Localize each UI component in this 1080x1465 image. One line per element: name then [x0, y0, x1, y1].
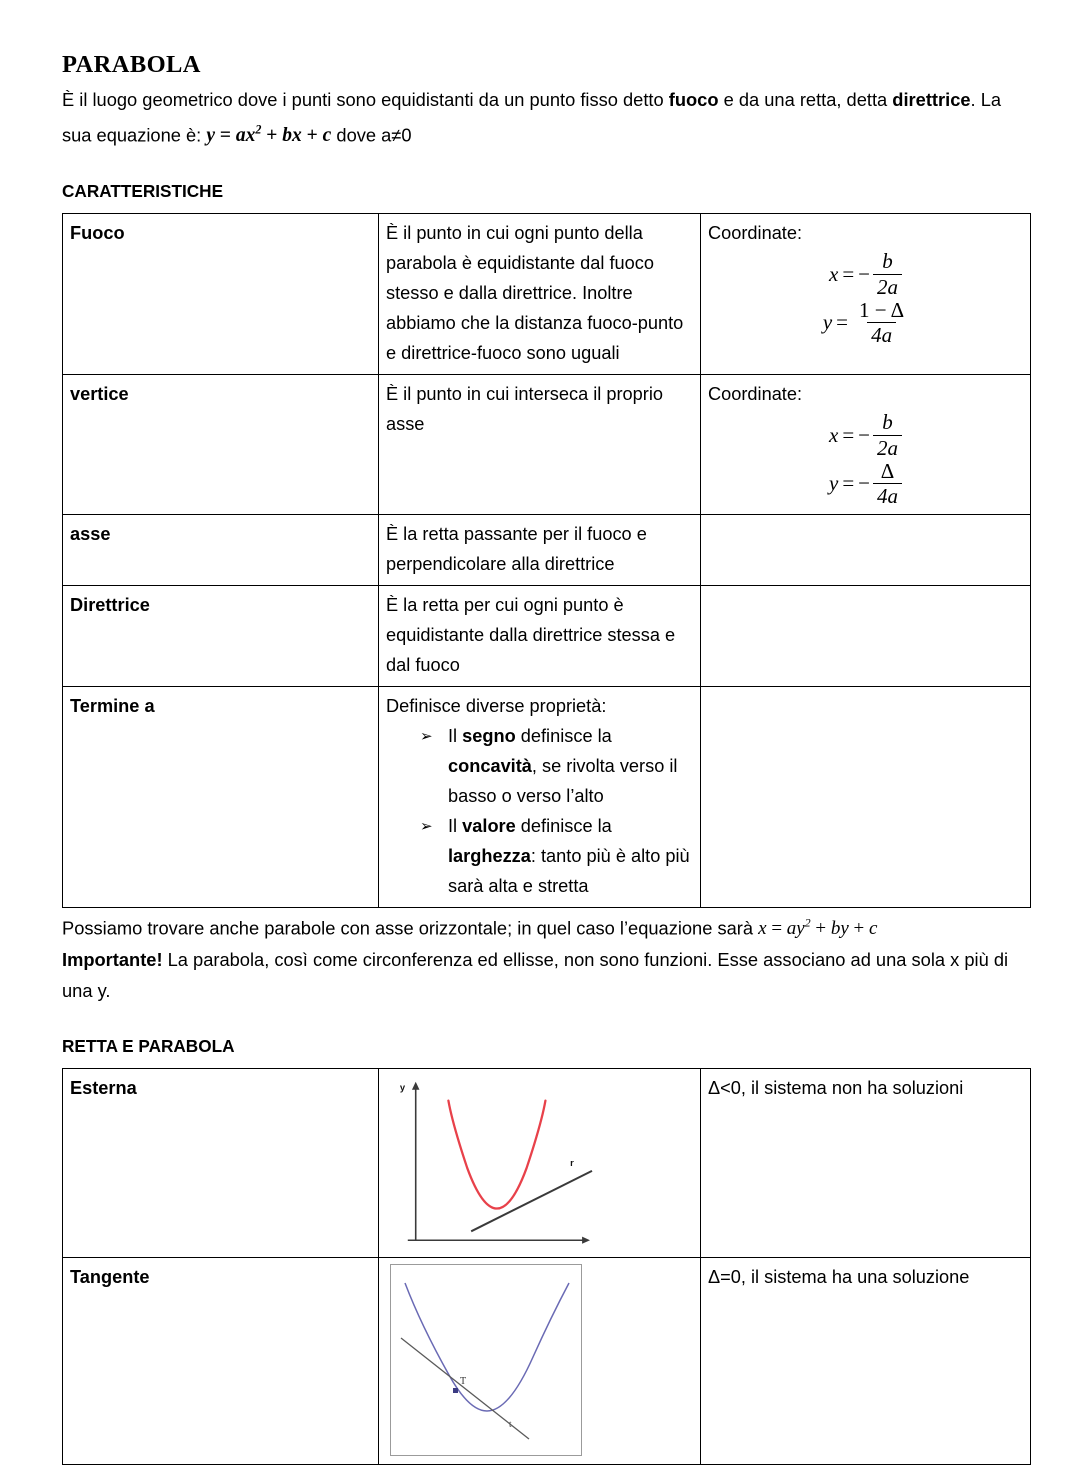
fuoco-formulas: [708, 250, 1023, 347]
list-item: [420, 811, 693, 901]
line-label-t: t: [509, 1419, 512, 1430]
parabola-tangent-line-graph: [391, 1265, 581, 1455]
fraction: [873, 460, 902, 508]
formula-sign: −: [858, 422, 870, 447]
fraction-numerator: Δ: [880, 458, 895, 483]
bullet-bold-segno: segno: [462, 725, 516, 746]
intro-bold-direttrice: direttrice: [892, 88, 971, 110]
bullet-bold-larghezza: larghezza: [448, 845, 531, 866]
bullet-bold-concavita: concavità: [448, 755, 532, 776]
tangente-figure-frame: [390, 1264, 582, 1456]
equals-sign: =: [842, 422, 855, 447]
row-coordinates-direttrice: [701, 585, 1031, 686]
document-page: [62, 0, 1030, 1465]
bullet-pre: Il: [448, 815, 463, 836]
formula-y-fuoco: [823, 299, 908, 347]
fraction: [873, 411, 902, 459]
row-description-termine-a: [379, 686, 701, 907]
row-label-termine-a: Termine a: [63, 686, 379, 907]
formula-lhs: x: [828, 261, 839, 286]
row-label-esterna: Esterna: [63, 1069, 379, 1258]
y-axis-label: y: [399, 1081, 406, 1093]
bullet-bold-valore: valore: [462, 815, 516, 836]
row-coordinates-fuoco: [701, 214, 1031, 375]
table-row: [63, 686, 1031, 907]
row-label-asse: asse: [63, 514, 379, 585]
section-heading-caratteristiche: CARATTERISTICHE: [62, 181, 224, 202]
row-label-fuoco: Fuoco: [63, 214, 379, 375]
note-bold-importante: Importante!: [62, 949, 163, 971]
bullet-mid: definisce la: [515, 815, 612, 836]
arrow-bullet-icon: ➢: [420, 816, 433, 835]
row-label-vertice: vertice: [63, 375, 379, 515]
bullet-pre: Il: [448, 725, 463, 746]
intro-bold-fuoco: fuoco: [668, 88, 719, 110]
table-row: [63, 375, 1031, 515]
table-row: [63, 1258, 1031, 1465]
fraction: [855, 299, 908, 347]
formula-lhs: x: [828, 422, 839, 447]
formula-x-vertice: [829, 411, 902, 459]
fraction-denominator: 4a: [867, 322, 896, 347]
bullet-post: : tanto più è alto più sarà alta e stretta: [448, 845, 690, 896]
equals-sign: =: [842, 471, 855, 496]
table-row: [63, 214, 1031, 375]
bullet-mid: definisce la: [515, 725, 612, 746]
parabola-equation: $y = ax^2$ + bx + c: [206, 122, 332, 147]
formula-sign: −: [858, 471, 870, 496]
formula-lhs: y: [822, 310, 833, 335]
intro-text-1: È il luogo geometrico dove i punti sono equidistanti da un punto fisso detto: [62, 88, 669, 110]
coordinate-label: Coordinate:: [708, 223, 803, 244]
note-text: Possiamo trovare anche parabole con asse orizzontale; in quel caso l’equazione sarà: [62, 917, 759, 939]
fraction-denominator: 2a: [873, 274, 902, 299]
figure-cell-tangente: [379, 1258, 701, 1465]
point-label-T: T: [460, 1376, 467, 1388]
retta-e-parabola-table: [62, 1068, 1031, 1465]
section-heading-retta-e-parabola: RETTA E PARABOLA: [62, 1036, 235, 1057]
figure-cell-esterna: [379, 1069, 701, 1258]
arrow-bullet-icon: ➢: [420, 726, 433, 745]
fraction-denominator: 4a: [873, 483, 902, 508]
row-coordinates-termine-a: [701, 686, 1031, 907]
parabola-line-external-graph: [386, 1073, 693, 1251]
caratteristiche-table: [62, 213, 1031, 908]
formula-y-vertice: [829, 460, 902, 508]
row-description-direttrice: È la retta per cui ogni punto è equidistante dalla direttrice stessa e dal fuoco: [379, 585, 701, 686]
formula-x-fuoco: [829, 250, 902, 298]
termine-a-bullet-list: [386, 721, 693, 901]
row-condition-esterna: Δ<0, il sistema non ha soluzioni: [701, 1069, 1031, 1258]
fraction-numerator: 1 − Δ: [858, 297, 905, 322]
table-row: [63, 585, 1031, 686]
note-importante: [62, 944, 1030, 1006]
equals-sign: =: [836, 310, 848, 335]
table-row: [63, 514, 1031, 585]
coordinate-label: Coordinate:: [708, 384, 803, 405]
formula-lhs: y: [828, 471, 839, 496]
line-label-r: r: [570, 1157, 574, 1169]
fraction-numerator: b: [882, 410, 893, 435]
horizontal-parabola-equation: $x = ay^2$ + by + c: [758, 916, 878, 940]
bullet-post: , se rivolta verso il basso o verso l’alto: [448, 755, 678, 806]
intro-text-2: e da una retta, detta: [718, 88, 893, 110]
row-coordinates-asse: [701, 514, 1031, 585]
formula-sign: −: [858, 261, 870, 286]
note-horizontal-axis: [62, 908, 1030, 944]
row-description-asse: È la retta passante per il fuoco e perpendicolare alla direttrice: [379, 514, 701, 585]
row-coordinates-vertice: [701, 375, 1031, 515]
table-row: [63, 1069, 1031, 1258]
intro-text-4: dove a≠0: [331, 124, 412, 146]
fraction: [873, 250, 902, 298]
fraction-denominator: 2a: [873, 435, 902, 460]
row-description-fuoco: È il punto in cui ogni punto della parabola è equidistante dal fuoco stesso e dalla direttrice. Inoltre abbiamo che la distanza fuoco-punto e direttrice-fuoco sono uguali: [379, 214, 701, 375]
termine-a-intro: Definisce diverse proprietà:: [386, 695, 607, 716]
vertice-formulas: [708, 411, 1023, 508]
fraction-numerator: b: [882, 249, 893, 274]
equals-sign: =: [842, 261, 855, 286]
row-condition-tangente: Δ=0, il sistema ha una soluzione: [701, 1258, 1031, 1465]
note-importante-text: La parabola, così come circonferenza ed ellisse, non sono funzioni. Esse associano ad una sola x più di una y.: [62, 949, 1009, 1002]
row-label-direttrice: Direttrice: [63, 585, 379, 686]
page-title: PARABOLA: [62, 51, 201, 78]
intro-text-3: . La sua equazione è:: [62, 88, 1002, 146]
row-description-vertice: È il punto in cui interseca il proprio asse: [379, 375, 701, 515]
intro-paragraph: [62, 84, 1030, 152]
row-label-tangente: Tangente: [63, 1258, 379, 1465]
list-item: [420, 721, 693, 811]
